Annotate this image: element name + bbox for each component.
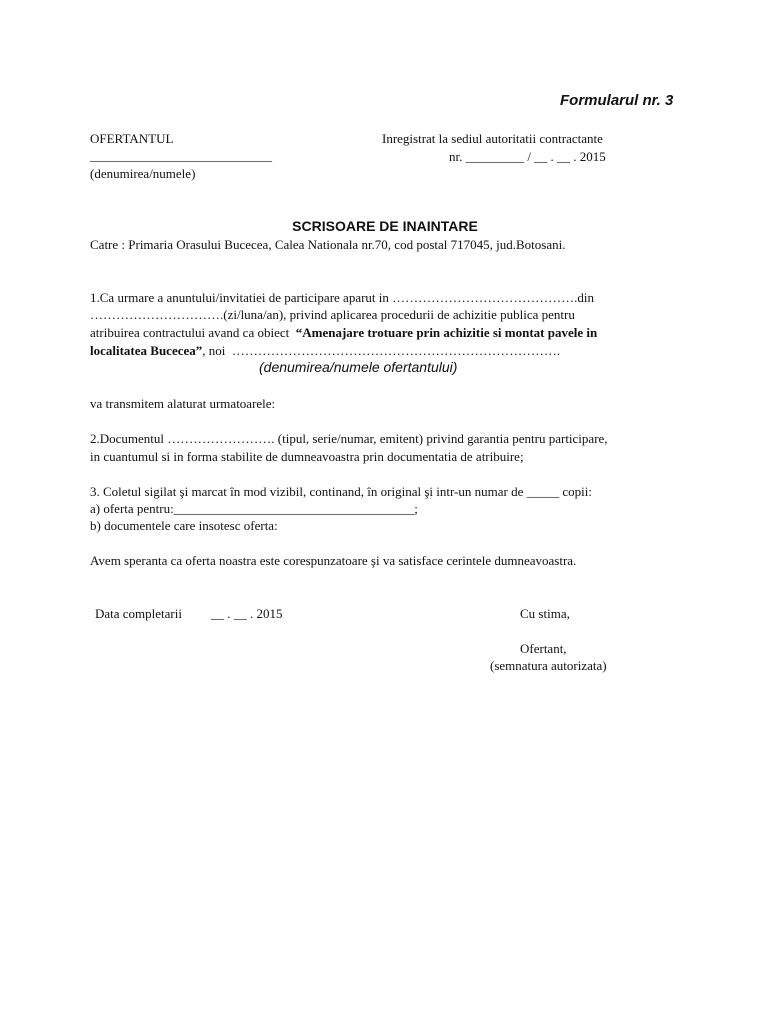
paragraph-1-line-3-text: atribuirea contractului avand ca obiect	[90, 325, 296, 340]
bidder-sign-label: Ofertant,	[520, 641, 567, 656]
contract-object-title-end: localitatea Bucecea”	[90, 343, 203, 358]
transmit-line: va transmitem alaturat urmatoarele:	[90, 396, 276, 411]
bidder-underline: ____________________________	[90, 148, 272, 163]
date-value: __ . __ . 2015	[211, 606, 283, 621]
closing-sentence: Avem speranta ca oferta noastra este corespunzatoare şi va satisface cerintele dumneavoastra.	[90, 553, 577, 568]
paragraph-1-line-2: ………………………….(zi/luna/an), privind aplicarea procedurii de achizitie publica pentru	[90, 307, 575, 322]
recipient-line: Catre : Primaria Orasului Bucecea, Calea Nationala nr.70, cod postal 717045, jud.Botosani.	[90, 237, 566, 252]
contract-object-title: “Amenajare trotuare prin achizitie si montat pavele in	[295, 325, 598, 340]
paragraph-1-line-4	[90, 343, 560, 359]
signature-caption: (semnatura autorizata)	[490, 658, 607, 673]
paragraph-3-line-2: a) oferta pentru:_____________________________________;	[90, 501, 418, 516]
registered-line-1: Inregistrat la sediul autoritatii contractante	[382, 131, 603, 146]
paragraph-3-line-3: b) documentele care insotesc oferta:	[90, 518, 278, 533]
paragraph-1-line-4-text: , noi ………………………………………………………………….	[202, 343, 561, 358]
registered-line-2: nr. _________ / __ . __ . 2015	[449, 149, 606, 164]
paragraph-3-line-1: 3. Coletul sigilat şi marcat în mod vizibil, continand, în original şi intr-un numar de _____ copii:	[90, 484, 592, 499]
paragraph-2-line-1: 2.Documentul ……………………. (tipul, serie/numar, emitent) privind garantia pentru participare,	[90, 431, 608, 446]
paragraph-1-line-1: 1.Ca urmare a anuntului/invitatiei de participare aparut in …………………………………….din	[90, 290, 594, 305]
letter-title: SCRISOARE DE INAINTARE	[292, 218, 478, 234]
regards-text: Cu stima,	[520, 606, 570, 621]
date-label: Data completarii	[95, 606, 182, 621]
paragraph-1-line-3	[90, 325, 597, 341]
bidder-label: OFERTANTUL	[90, 131, 174, 146]
bidder-name-caption: (denumirea/numele ofertantului)	[259, 359, 458, 375]
form-number-title: Formularul nr. 3	[560, 92, 674, 109]
paragraph-2-line-2: in cuantumul si in forma stabilite de dumneavoastra prin documentatia de atribuire;	[90, 449, 524, 464]
bidder-caption: (denumirea/numele)	[90, 166, 196, 181]
